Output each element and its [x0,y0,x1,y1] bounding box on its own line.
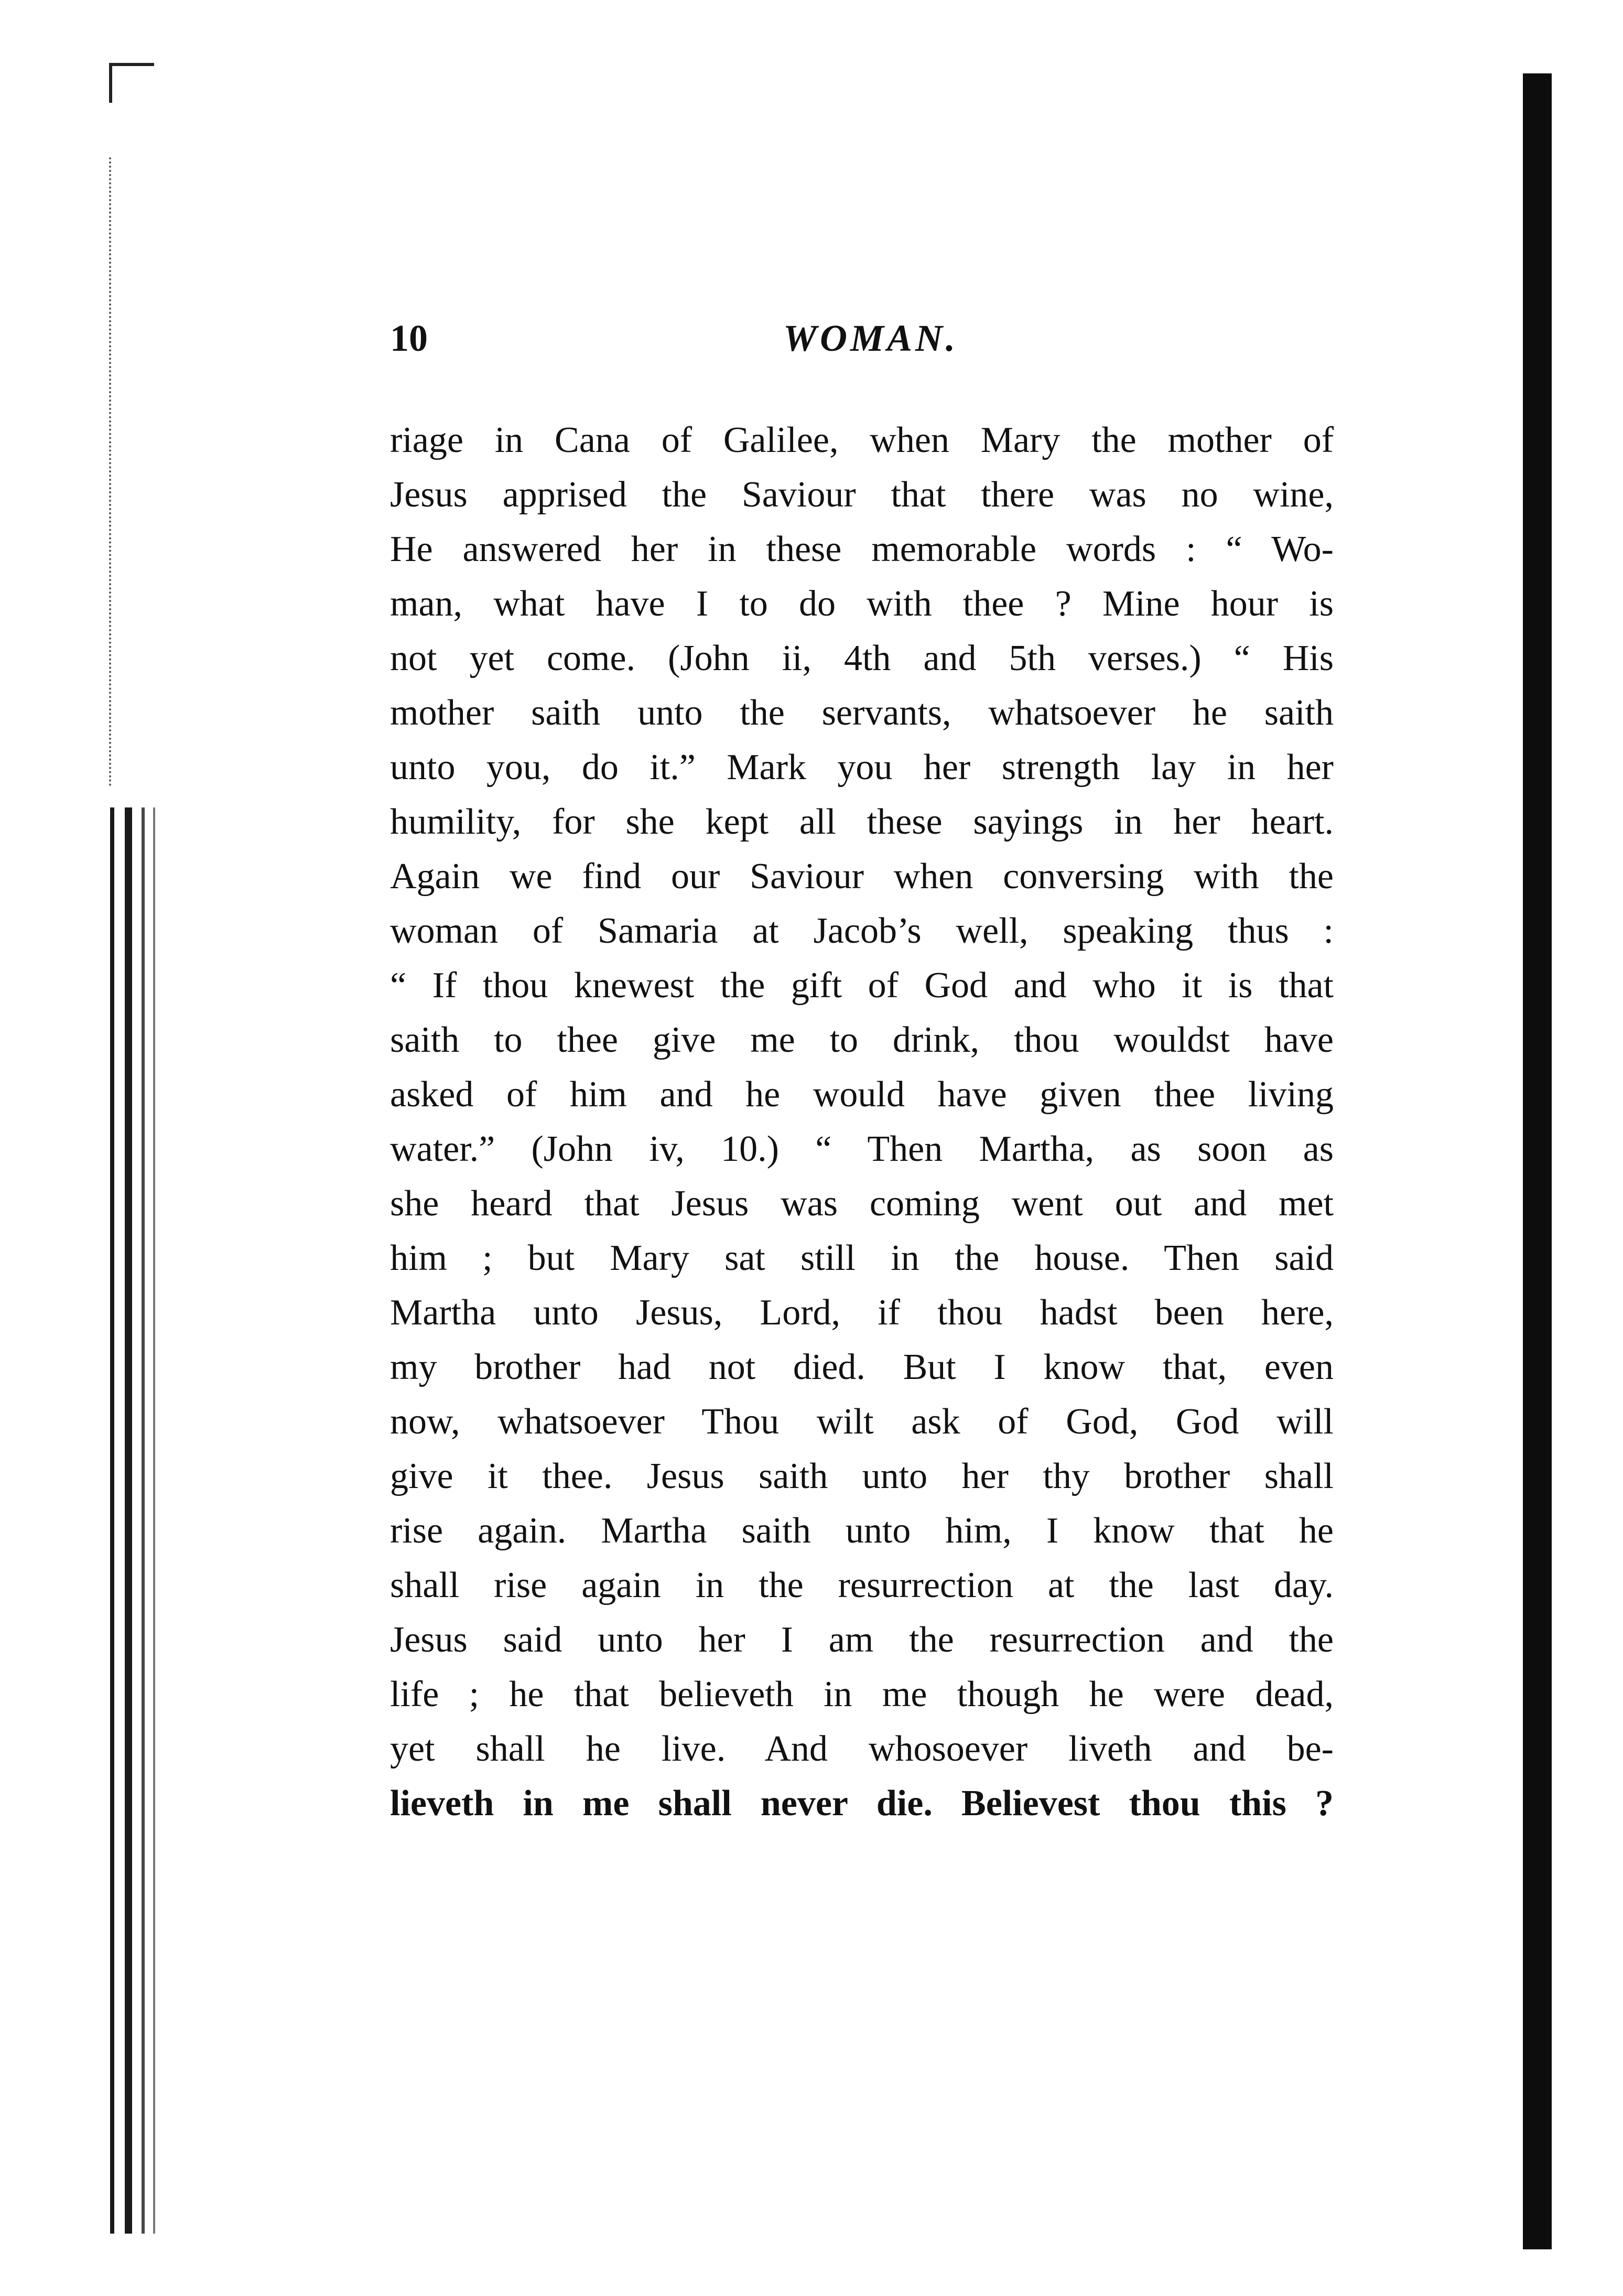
text-line: lieveth in me shall never die. Believest thou this ? [390,1783,1334,1824]
text-line: saith to thee give me to drink, thou wouldst have [390,1020,1334,1060]
text-line: Jesus apprised the Saviour that there was no wine, [390,475,1334,515]
page-number: 10 [390,317,428,359]
book-spine-shadow [105,807,168,2234]
body-text [390,413,1334,1831]
text-line: humility, for she kept all these sayings in her heart. [390,802,1334,842]
text-line: Jesus said unto her I am the resurrection and the [390,1620,1334,1660]
scan-corner-mark [109,63,154,103]
page-header [390,315,1334,362]
spine-line [125,807,132,2234]
spine-line [153,807,155,2234]
text-line: He answered her in these memorable words : “ Wo- [390,529,1334,569]
spine-line [142,807,145,2234]
text-line: Martha unto Jesus, Lord, if thou hadst been here, [390,1292,1334,1333]
text-line: him ; but Mary sat still in the house. Then said [390,1238,1334,1278]
text-line: rise again. Martha saith unto him, I know that he [390,1511,1334,1551]
text-line: not yet come. (John ii, 4th and 5th verses.) “ His [390,638,1334,678]
scan-margin-marks [109,157,132,786]
text-line: woman of Samaria at Jacob’s well, speaking thus : [390,911,1334,951]
text-line: now, whatsoever Thou wilt ask of God, God will [390,1402,1334,1442]
running-head: WOMAN. [783,317,959,359]
scan-edge-bar [1523,73,1552,2249]
text-line: my brother had not died. But I know that, even [390,1347,1334,1387]
text-line: shall rise again in the resurrection at the last day. [390,1565,1334,1605]
text-line: unto you, do it.” Mark you her strength lay in her [390,747,1334,788]
spine-line [110,807,114,2234]
text-line: water.” (John iv, 10.) “ Then Martha, as soon as [390,1129,1334,1169]
text-line: asked of him and he would have given thee living [390,1074,1334,1115]
text-line: life ; he that believeth in me though he were dead, [390,1674,1334,1715]
text-line: yet shall he live. And whosoever liveth and be- [390,1729,1334,1769]
text-line: she heard that Jesus was coming went out and met [390,1183,1334,1224]
text-line: mother saith unto the servants, whatsoever he saith [390,693,1334,733]
text-line: riage in Cana of Galilee, when Mary the mother of [390,420,1334,460]
text-line: “ If thou knewest the gift of God and who it is that [390,965,1334,1006]
text-line: Again we find our Saviour when conversing with the [390,856,1334,897]
text-line: man, what have I to do with thee ? Mine hour is [390,584,1334,624]
text-line: give it thee. Jesus saith unto her thy brother shall [390,1456,1334,1496]
